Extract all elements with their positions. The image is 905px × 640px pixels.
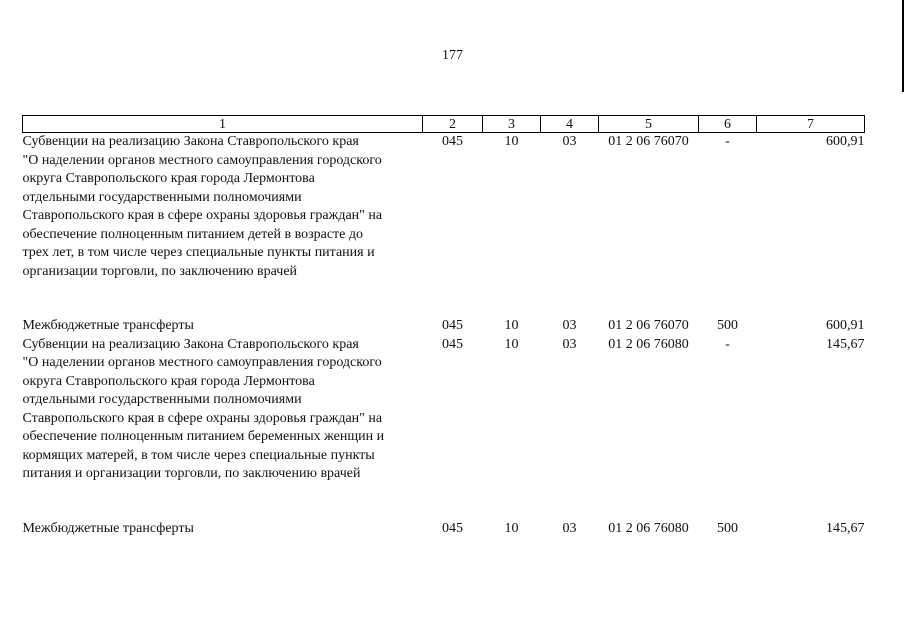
row-code: 045 — [442, 520, 463, 536]
row-name: Субвенции на реализацию Закона Ставропольского края "О наделении органов местного самоуправления городского округа Ставропольского края города Лермонтова отдельными государственными полномочиями Ставропольского края в сфере охраны здоровья граждан" на обеспечение полноценным питанием беременных женщин и кормящих матерей, в том числе через специальные пункты питания и организации торговли, по заключению врачей — [22, 336, 385, 481]
row-target-article: 01 2 06 76080 — [608, 520, 689, 536]
row-spacer — [23, 484, 865, 520]
row-subsection: 03 — [562, 336, 577, 352]
row-name: Межбюджетные трансферты — [22, 520, 194, 536]
row-target-article: 01 2 06 76070 — [608, 134, 689, 149]
column-header: 6 — [699, 116, 757, 133]
row-subsection: 03 — [562, 318, 577, 333]
row-code: 045 — [442, 336, 463, 352]
budget-table — [22, 115, 865, 538]
row-amount: 145,67 — [826, 336, 865, 352]
row-name: Субвенции на реализацию Закона Ставропольского края "О наделении органов местного самоуправления городского округа Ставропольского края города Лермонтова отдельными государственными полномочиями Ставропольского края в сфере охраны здоровья граждан" на обеспечение полноценным питанием детей в возрасте до трех лет, в том числе через специальные пункты питания и организации торговли, по заключению врачей — [22, 134, 383, 279]
table-row — [23, 520, 865, 539]
row-subsection: 03 — [562, 520, 577, 536]
row-expense-type: - — [725, 336, 730, 352]
row-section: 10 — [504, 520, 519, 536]
table-row — [23, 336, 865, 484]
row-section: 10 — [504, 336, 519, 352]
row-code: 045 — [442, 318, 463, 333]
row-code: 045 — [442, 134, 463, 149]
row-amount: 600,91 — [826, 318, 865, 333]
row-target-article: 01 2 06 76080 — [608, 336, 689, 352]
row-expense-type: 500 — [717, 318, 738, 333]
row-target-article: 01 2 06 76070 — [608, 318, 689, 333]
row-name: Межбюджетные трансферты — [22, 318, 194, 333]
column-header: 2 — [423, 116, 483, 133]
page-edge-line — [902, 0, 904, 92]
row-section: 10 — [504, 134, 519, 149]
table-row — [23, 317, 865, 336]
row-amount: 600,91 — [826, 134, 865, 149]
column-header: 4 — [541, 116, 599, 133]
column-header: 1 — [23, 116, 423, 133]
row-subsection: 03 — [562, 134, 577, 149]
page-number: 177 — [442, 48, 463, 63]
row-amount: 145,67 — [826, 520, 865, 536]
column-header: 3 — [483, 116, 541, 133]
row-expense-type: 500 — [717, 520, 738, 536]
column-header: 5 — [599, 116, 699, 133]
table-header-row — [23, 116, 865, 133]
row-expense-type: - — [725, 134, 730, 149]
table-row — [23, 133, 865, 282]
column-header: 7 — [757, 116, 865, 133]
row-spacer — [23, 281, 865, 317]
row-section: 10 — [504, 318, 519, 333]
